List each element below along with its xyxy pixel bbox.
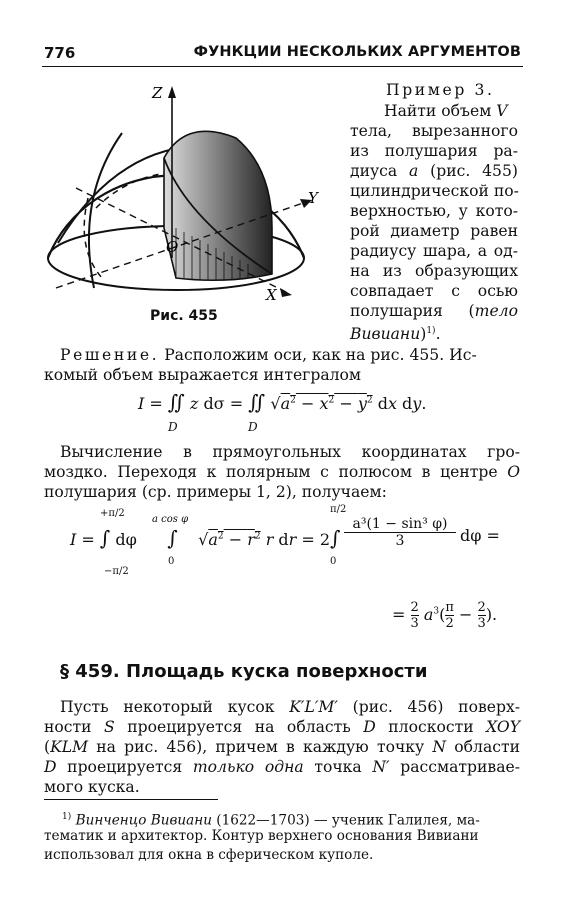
para2-line-1: Вычисление в прямоугольных координатах гро- <box>60 443 520 461</box>
example-line-8: радиусу шара, а од- <box>350 242 518 260</box>
example-line-11: полушария (тело <box>350 302 518 320</box>
footnote-line-3: использовал для окна в сферическом куполе. <box>44 847 374 863</box>
section-line-2: ности S проецируется на область D плоскости XOY <box>44 718 520 736</box>
example-line-5: цилиндрической по- <box>350 182 519 200</box>
formula-1: I = ∬ z dσ = ∬ $√a^2 - x^2 - y^2$ dx dy. <box>138 390 427 414</box>
footnote-line-1: $^{1)}$ Винченцо Вивиани (1622—1703) — ученик Галилея, ма- <box>62 812 480 829</box>
example-line-4: диуса a (рис. 455) <box>350 162 518 180</box>
int2-lower: 0 <box>168 556 175 567</box>
section-line-4: D проецируется только одна точка N′ рассматривае- <box>44 758 520 776</box>
section-line-5: мого куска. <box>44 778 140 796</box>
para2-line-2: моздко. Переходя к полярным с полюсом в центре O <box>44 463 520 481</box>
example-line-10: совпадает с осью <box>350 282 518 300</box>
formula-2-tail: dφ = <box>460 526 500 545</box>
figure-455-hemisphere <box>36 78 336 318</box>
example-line-6: верхностью, у кото- <box>350 202 518 220</box>
example-line-7: рой диаметр равен <box>350 222 518 240</box>
fraction-num: a³(1 − sin³ φ) <box>344 516 456 533</box>
section-title: § 459. Площадь куска поверхности <box>60 661 428 682</box>
example-line-1: Найти объем V <box>384 102 508 120</box>
int2-upper: a cos φ <box>152 514 189 525</box>
int1-upper: +π/2 <box>100 508 125 519</box>
section-line-3: (KLM на рис. 456), причем в каждую точку N области <box>44 738 520 756</box>
label-o: O <box>166 238 179 256</box>
example-line-2: тела, вырезанного <box>350 122 518 140</box>
int1-lower: −π/2 <box>104 566 129 577</box>
solution-line-1: Решение. Расположим оси, как на рис. 455. Ис- <box>60 346 477 364</box>
formula-1-domain-1: D <box>168 420 178 434</box>
formula-2: I = ∫ dφ ∫ $√a^2 - r^2$ r dr = 2∫ <box>70 526 341 550</box>
example-line-3: из полушария ра- <box>350 142 518 160</box>
label-x: X <box>266 286 277 304</box>
int3-lower: 0 <box>330 556 337 567</box>
running-title: ФУНКЦИИ НЕСКОЛЬКИХ АРГУМЕНТОВ <box>193 44 521 60</box>
fraction-den: 3 <box>395 533 405 549</box>
int3-upper: π/2 <box>330 504 347 515</box>
example-title: Пример 3. <box>386 81 495 99</box>
label-z: Z <box>152 84 163 102</box>
formula-3: = $\frac{2}{3}$ $a^3$( $\frac{\pi}{2}$ − $\frac{2}{3}$ ). <box>392 600 498 631</box>
example-line-9: на из образующих <box>350 262 518 280</box>
section-line-1: Пусть некоторый кусок K′L′M′ (рис. 456) поверх- <box>60 698 521 716</box>
page-number: 776 <box>44 44 76 62</box>
header-rule <box>42 66 523 67</box>
footnote-rule <box>44 799 218 800</box>
formula-1-domain-2: D <box>248 420 258 434</box>
solution-line-2: комый объем выражается интегралом <box>44 366 362 384</box>
label-y: Y <box>308 189 318 207</box>
footnote-line-2: тематик и архитектор. Контур верхнего основания Вивиани <box>44 828 479 844</box>
fraction <box>344 516 456 549</box>
figure-caption: Рис. 455 <box>150 308 218 324</box>
para2-line-3: полушария (ср. примеры 1, 2), получаем: <box>44 483 387 501</box>
example-line-12: Вивиани)$^{1)}$. <box>350 325 441 344</box>
